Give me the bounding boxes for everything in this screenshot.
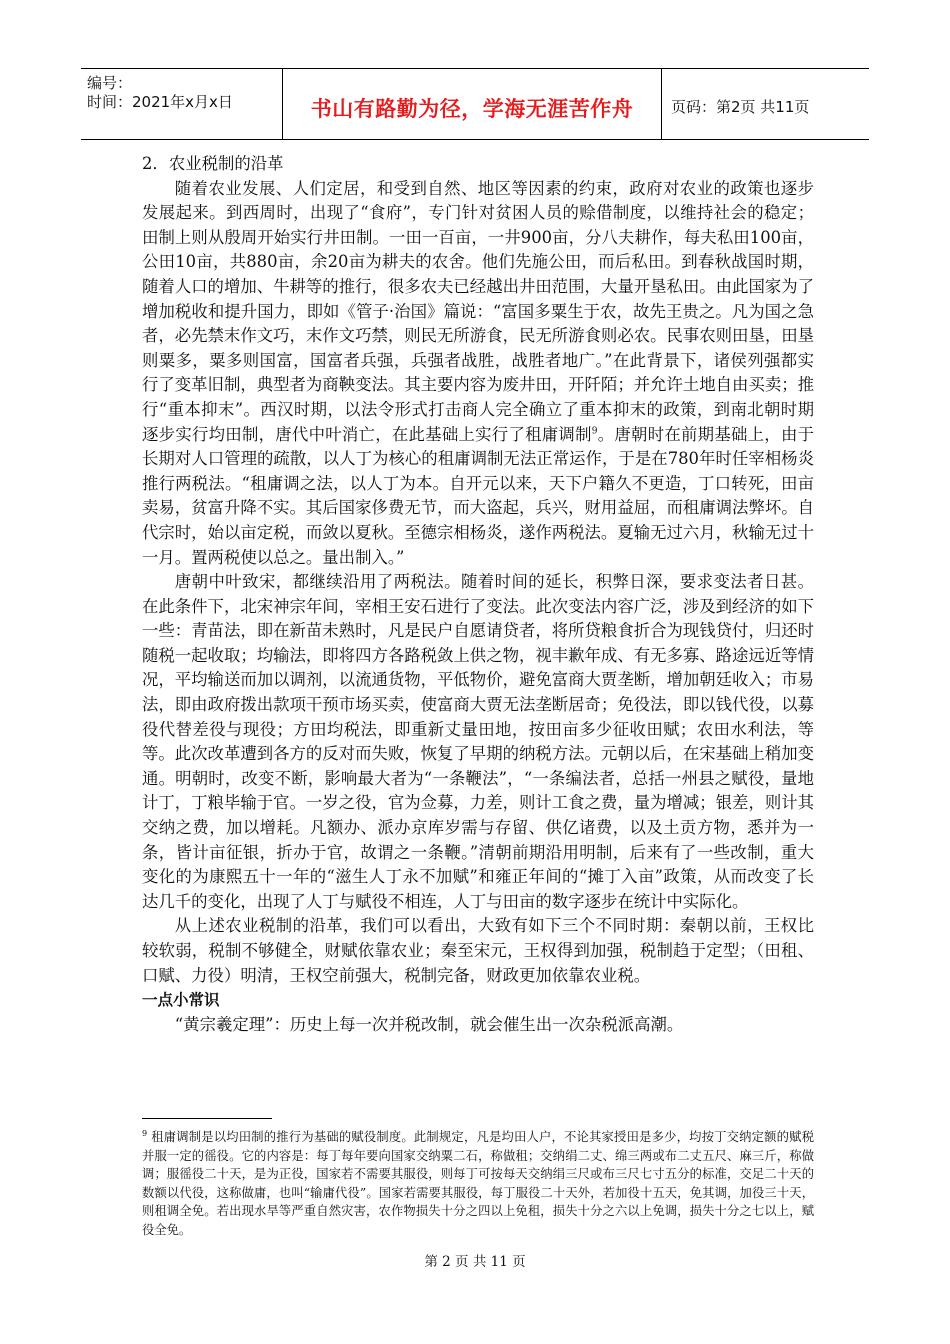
- footnote: [142, 1128, 814, 1240]
- paragraph-1-text-b: 。唐朝时在前期基础上，由于长期对人口管理的疏散，以人丁为核心的租庸调制无法正常运作，于是在780年时任宰相杨炎推行两税法。“租庸调之法，以人丁为本。自开元以来，天下户籍久不更造，丁口转死，田亩卖易，贫富升降不实。其后国家侈费无节，而大盗起，兵兴，财用益屈，而租庸调法弊坏。自代宗时，始以亩定税，而敛以夏秋。至德宗相杨炎，遂作两税法。夏输无过六月，秋输无过十一月。置两税使以总之。量出制入。”: [142, 424, 815, 567]
- header-meta-cell: [81, 69, 283, 139]
- paragraph-1-text-a: 随着农业发展、人们定居，和受到自然、地区等因素的约束，政府对农业的政策也逐步发展起来。到西周时，出现了“食府”，专门针对贫困人员的赊借制度，以维持社会的稳定；田制上则从殷周开始实行井田制。一田一百亩，一井900亩，分八夫耕作，每夫私田100亩，公田10亩，共880亩，余20亩为耕夫的农舍。他们先施公田，而后私田。到春秋战国时期，随着人口的增加、牛耕等的推行，很多农夫已经越出井田范围，大量开垦私田。由此国家为了增加税收和提升国力，即如《管子·治国》篇说：“富国多粟生于农，故先王贵之。凡为国之急者，必先禁末作文巧，末作文巧禁，则民无所游食，民无所游食则必农。民事农则田垦，田垦则粟多，粟多则国富，国富者兵强，兵强者战胜，战胜者地广。”在此背景下，诸侯列强都实行了变革旧制，典型者为商鞅变法。其主要内容为废井田，开阡陌；并允许土地自由买卖；推行“重本抑末”。西汉时期，以法令形式打击商人完全确立了重本抑末的政策，到南北朝时期逐步实行均田制，唐代中叶消亡，在此基础上实行了租庸调制: [142, 178, 815, 444]
- footnote-reference[interactable]: 9: [591, 426, 598, 437]
- section-heading: 2．农业税制的沿革: [142, 154, 284, 173]
- paragraph-3: 从上述农业税制的沿革，我们可以看出，大致有如下三个不同时期：秦朝以前，王权比较软弱，税制不够健全，财赋依靠农业；秦至宋元，王权得到加强，税制趋于定型；（田租、口赋、力役）明清，王权空前强大，税制完备，财政更加依靠农业税。: [142, 916, 814, 985]
- footnote-separator: [142, 1118, 272, 1119]
- tip-heading: 一点小常识: [142, 991, 220, 1010]
- footnote-text: 租庸调制是以均田制的推行为基础的赋役制度。此制规定，凡是均田人户，不论其家授田是多少，均按丁交纳定额的赋税并服一定的徭役。它的内容是：每丁每年要向国家交纳粟二石，称做租；交纳绢二丈、绵三两或布二丈五尺、麻三斤，称做调；服徭役二十天，是为正役，国家若不需要其服役，则每丁可按每天交纳绢三尺或布三尺七寸五分的标准，交足二十天的数额以代役，这称做庸，也叫“输庸代役”。国家若需要其服役，每丁服役二十天外，若加役十五天，免其调，加役三十天，则租调全免。若出现水旱等严重自然灾害，农作物损失十分之四以上免租，损失十分之六以上免调，损失十分之七以上，赋役全免。: [142, 1130, 814, 1237]
- paragraph-1: [142, 177, 814, 571]
- footnote-mark: 9: [142, 1128, 148, 1138]
- document-body: [142, 152, 814, 1037]
- page-header: [81, 68, 869, 140]
- tip-text: “黄宗羲定理”：历史上每一次并税改制，就会催生出一次杂税派高潮。: [174, 1014, 684, 1034]
- header-page-cell: [662, 69, 869, 139]
- header-slogan-cell: [283, 69, 662, 139]
- slogan: 书山有路勤为径，学海无涯苦作舟: [310, 97, 634, 121]
- paragraph-2: 唐朝中叶致宋，都继续沿用了两税法。随着时间的延长，积弊日深，要求变法者日甚。在此条件下，北宋神宗年间，宰相王安石进行了变法。此次变法内容广泛，涉及到经济的如下一些：青苗法，即在新苗未熟时，凡是民户自愿请贷者，将所贷粮食折合为现钱贷付，归还时随税一起收取；均输法，即将四方各路税敛上供之物，视丰歉年成、有无多寡、路途远近等情况，平均输送而加以调剂，以流通货物，平低物价，避免富商大贾垄断，增加朝廷收入；市易法，即由政府拨出款项干预市场买卖，使富商大贾无法垄断居奇；免役法，即以钱代役，以募役代替差役与现役；方田均税法，即重新丈量田地，按田亩多少征收田赋；农田水利法，等等。此次改革遭到各方的反对而失败，恢复了早期的纳税方法。元朝以后，在宋基础上稍加变通。明朝时，改变不断，影响最大者为“一条鞭法”，“一条编法者，总括一州县之赋役，量地计丁，丁粮毕输于官。一岁之役，官为佥募，力差，则计工食之费，量为增减；银差，则计其交纳之费，加以增耗。凡额办、派办京库岁需与存留、供亿诸费，以及土贡方物，悉并为一条，皆计亩征银，折办于官，故谓之一条鞭。”清朝前期沿用明制，后来有了一些改制，重大变化的为康熙五十一年的“滋生人丁永不加赋”和雍正年间的“摊丁入亩”政策，从而改变了长达几千的变化，出现了人丁与赋役不相连，人丁与田亩的数字逐步在统计中实际化。: [142, 572, 815, 911]
- page-footer: 第 2 页 共 11 页: [424, 1254, 526, 1270]
- page-label: 页码：第2页 共11页: [671, 98, 810, 116]
- date-label: 时间：2021年x月x日: [87, 93, 233, 111]
- number-label: 编号：: [87, 74, 133, 92]
